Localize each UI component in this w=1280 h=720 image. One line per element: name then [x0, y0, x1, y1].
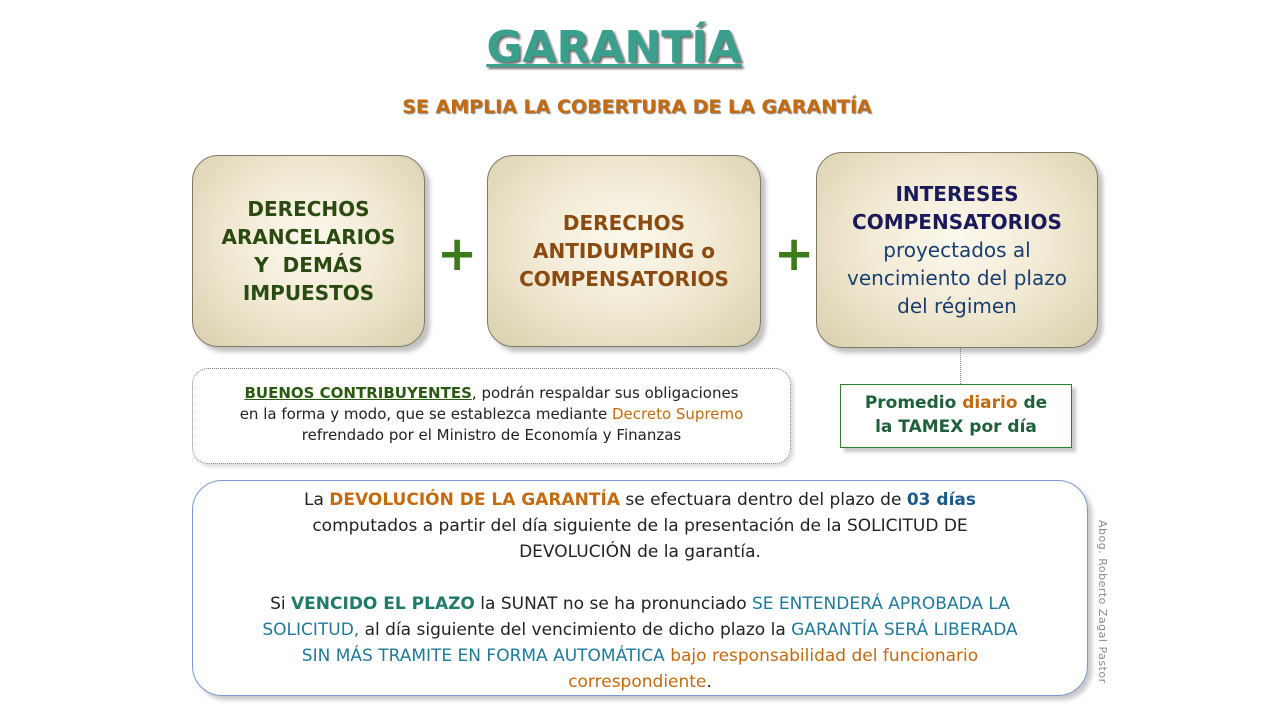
plus-operator: +: [774, 226, 815, 282]
box1-line: IMPUESTOS: [242, 281, 375, 305]
text: se efectuara dentro del plazo de: [619, 490, 907, 510]
note-text: , podrán respaldar sus obligaciones: [471, 384, 739, 402]
text-highlight: 03 días: [906, 490, 976, 510]
text-highlight: SOLICITUD,: [262, 620, 360, 640]
devolucion-box: [192, 480, 1088, 696]
text-highlight: SE ENTENDERÁ APROBADA LA: [752, 594, 1010, 614]
box-derechos-arancelarios: [192, 155, 425, 347]
text: al día siguiente del vencimiento de dicho plazo la: [359, 620, 792, 640]
text: La: [304, 490, 330, 510]
tamex-box: [840, 384, 1072, 448]
box1-line: Y DEMÁS: [254, 253, 363, 277]
tamex-text: Promedio: [864, 393, 963, 413]
box3-bold-line: COMPENSATORIOS: [852, 210, 1062, 234]
box2-line: COMPENSATORIOS: [519, 267, 729, 291]
text: la SUNAT no se ha pronunciado: [474, 594, 752, 614]
text: .: [706, 672, 712, 692]
box1-line: ARANCELARIOS: [221, 225, 396, 249]
text-highlight: bajo responsabilidad del funcionario: [664, 646, 979, 666]
text-highlight: VENCIDO EL PLAZO: [291, 594, 475, 614]
box-derechos-antidumping: [487, 155, 761, 347]
buenos-contribuyentes-note: [192, 368, 791, 464]
box3-line: del régimen: [897, 294, 1017, 318]
page-subtitle: SE AMPLIA LA COBERTURA DE LA GARANTÍA: [402, 96, 872, 118]
box-intereses-compensatorios: [816, 152, 1098, 348]
box3-line: proyectados al: [883, 238, 1031, 262]
highlight-text: BUENOS CONTRIBUYENTES: [244, 384, 472, 402]
text: computados a partir del día siguiente de la presentación de la SOLICITUD DE: [312, 516, 968, 536]
text: DEVOLUCIÓN de la garantía.: [519, 542, 761, 562]
box2-line: DERECHOS: [562, 211, 686, 235]
tamex-text: la TAMEX por día: [875, 417, 1037, 437]
text-highlight: correspondiente: [568, 672, 707, 692]
text-highlight: GARANTÍA SERÁ LIBERADA: [791, 620, 1018, 640]
tamex-text-highlight: diario: [962, 393, 1018, 413]
text-highlight: SIN MÁS TRAMITE EN FORMA AUTOMÁTICA: [301, 646, 665, 666]
connector-line: [960, 348, 961, 386]
tamex-text: de: [1017, 393, 1048, 413]
text: Si: [270, 594, 292, 614]
box3-bold-line: INTERESES: [895, 182, 1019, 206]
author-credit: Abog. Roberto Zagal Pastor: [1096, 520, 1109, 684]
note-text: refrendado por el Ministro de Economía y Finanzas: [301, 426, 682, 444]
plus-operator: +: [437, 226, 478, 282]
box2-line: ANTIDUMPING o: [532, 239, 715, 263]
page-title: GARANTÍA: [486, 22, 742, 73]
devolucion-paragraph-1: [207, 487, 1073, 565]
box3-line: vencimiento del plazo: [847, 266, 1067, 290]
box1-line: DERECHOS: [247, 197, 370, 221]
decreto-text: Decreto Supremo: [611, 405, 744, 423]
note-text: en la forma y modo, que se establezca mediante: [239, 405, 612, 423]
devolucion-paragraph-2: [207, 591, 1073, 695]
text-highlight: DEVOLUCIÓN DE LA GARANTÍA: [329, 490, 620, 510]
